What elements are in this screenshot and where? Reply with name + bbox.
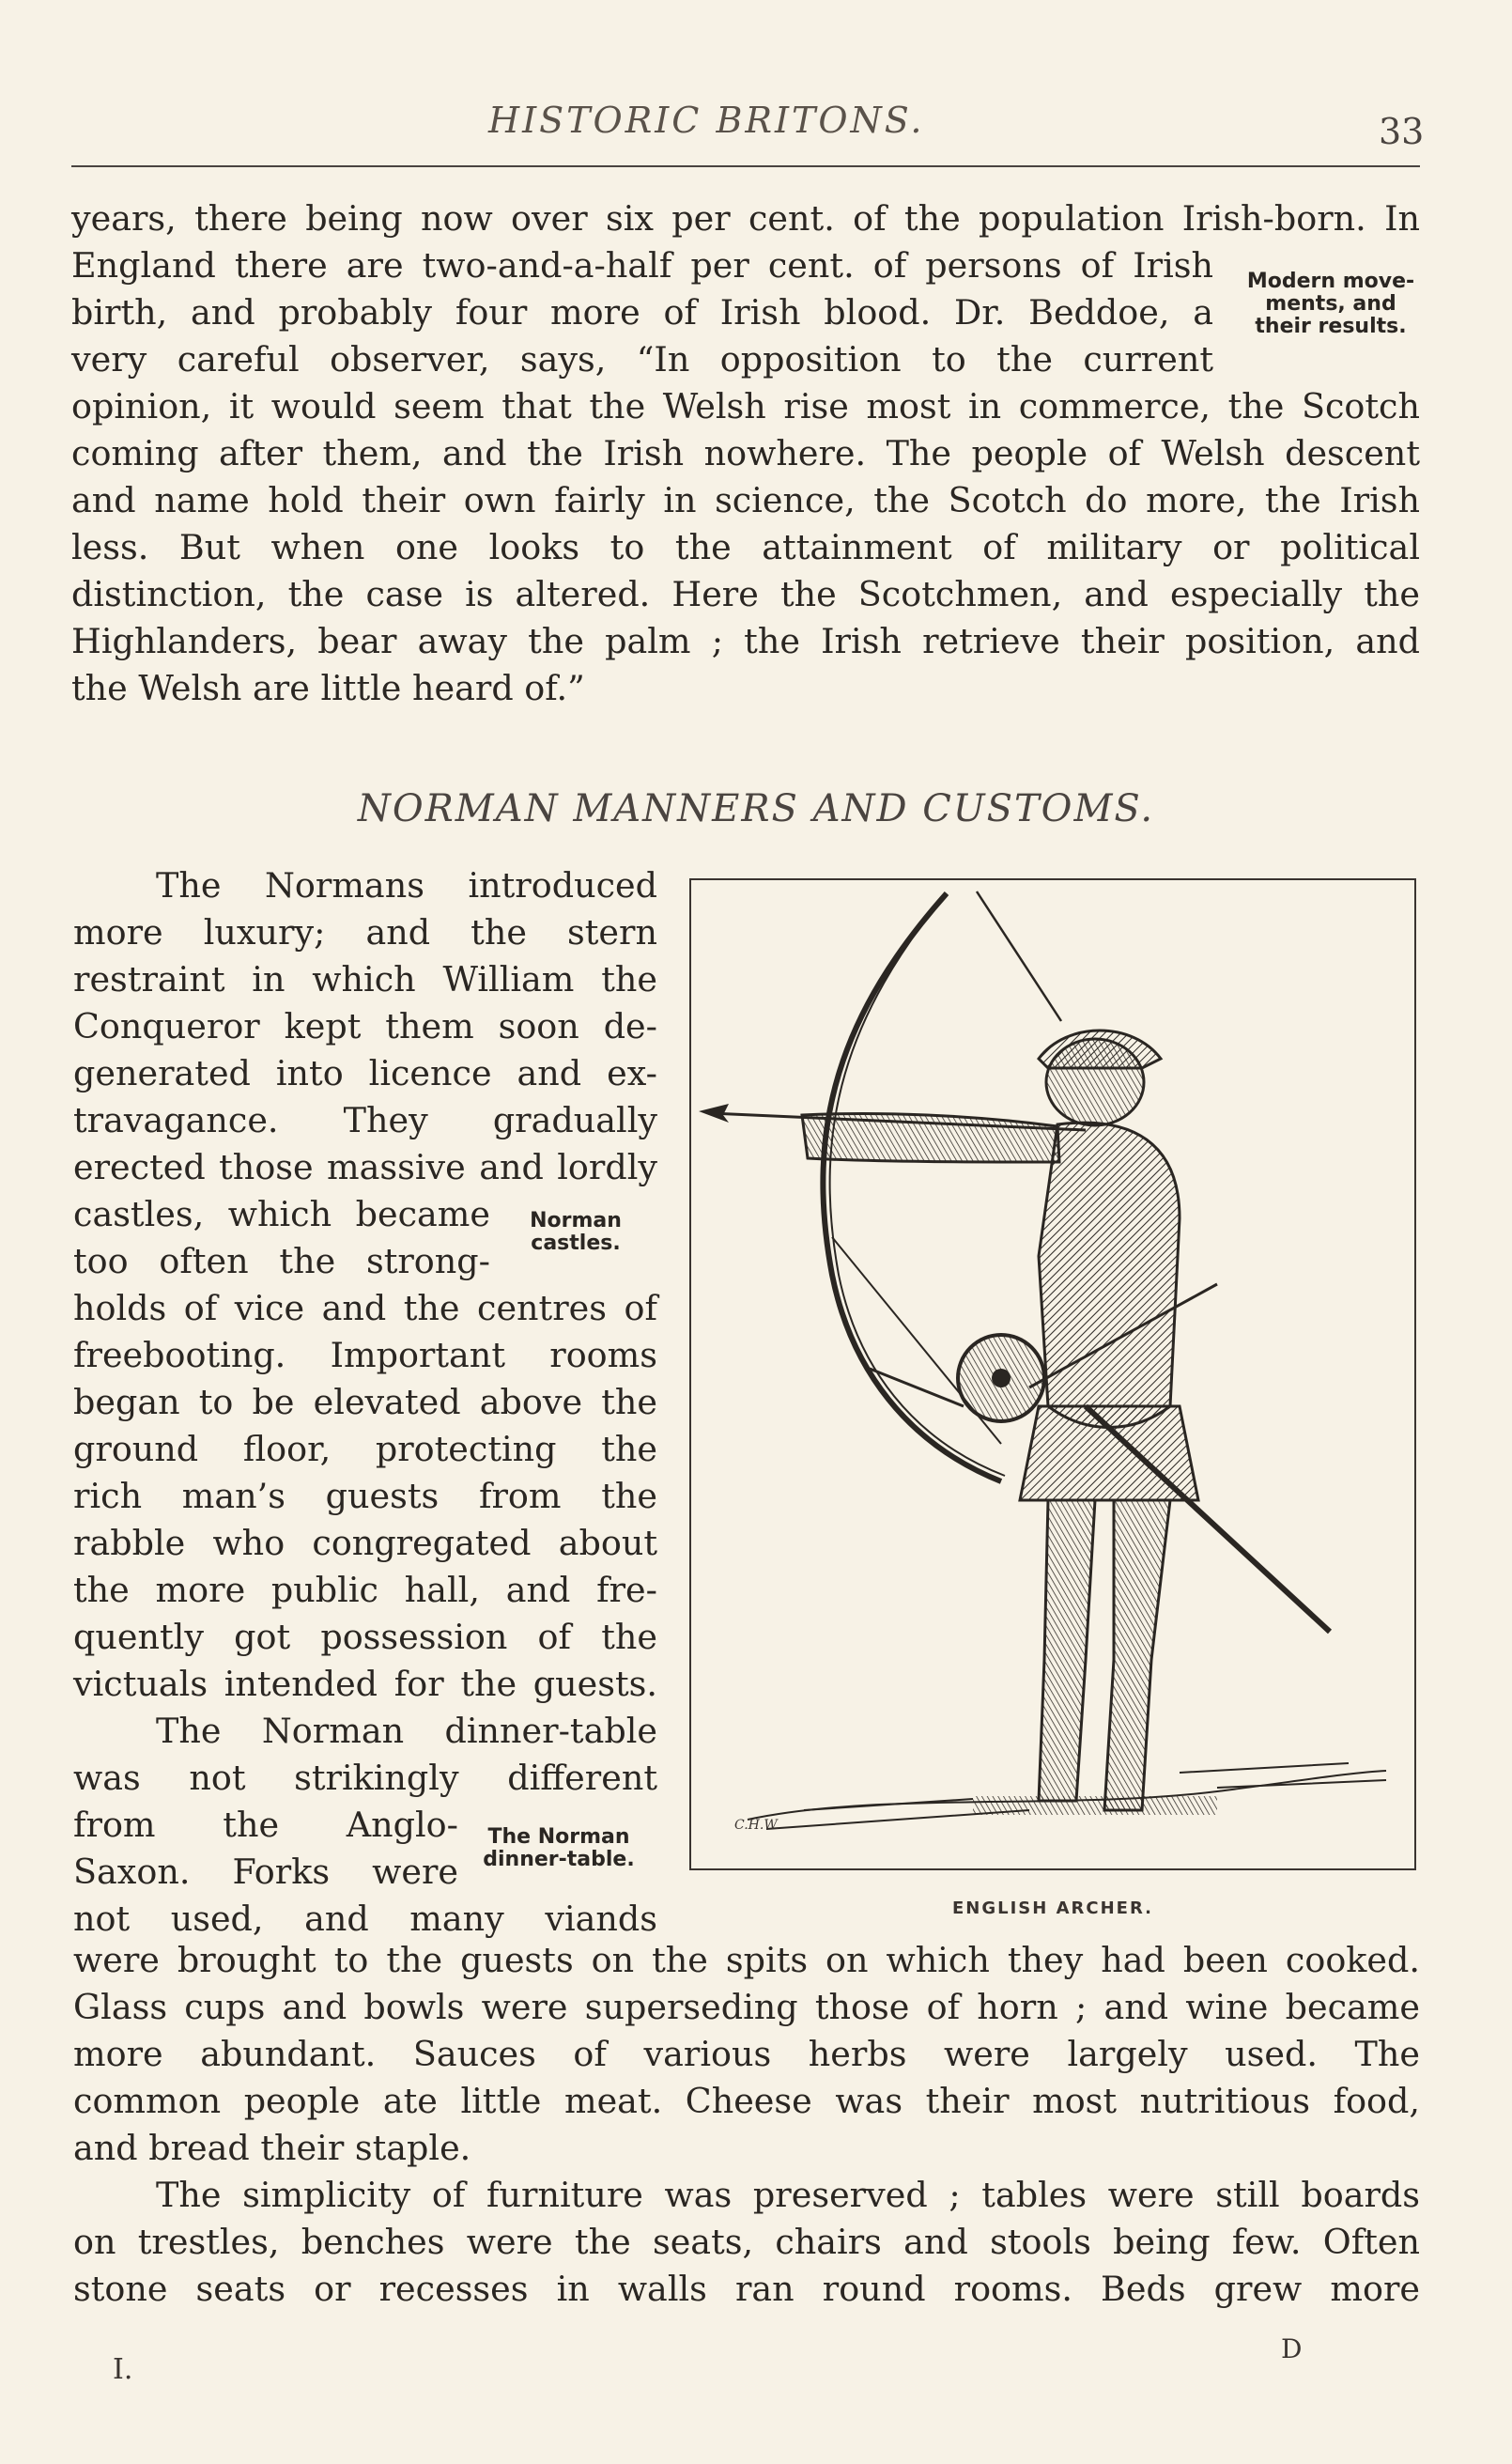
running-head: HISTORIC BRITONS. — [488, 100, 925, 141]
text-line: stone seats or recesses in walls ran round rooms. Beds grew more — [73, 2269, 1420, 2309]
top-paragraph — [71, 195, 1420, 712]
text-line: coming after them, and the Irish nowhere. The people of Welsh descent — [71, 433, 1420, 473]
margin-note-line: Modern move- — [1246, 270, 1415, 293]
text-line: holds of vice and the centres of — [73, 1288, 657, 1328]
margin-note-line: castles. — [531, 1232, 621, 1255]
figure-caption: ENGLISH ARCHER. — [952, 1898, 1153, 1918]
text-line: freebooting. Important rooms — [73, 1335, 657, 1375]
text-line: ground floor, protecting the — [73, 1429, 657, 1469]
page-number: 33 — [1379, 111, 1425, 152]
signature-right: D — [1281, 2333, 1303, 2364]
header-rule — [71, 165, 1420, 167]
text-line: The Normans introduced — [156, 865, 657, 906]
figure-frame — [689, 878, 1416, 1870]
text-line: Highlanders, bear away the palm ; the Irish retrieve their position, and — [71, 621, 1420, 661]
text-line: and bread their staple. — [73, 2128, 471, 2168]
text-line: castles, which became — [73, 1194, 490, 1234]
text-line: rabble who congregated about — [73, 1523, 657, 1563]
margin-note-dinner — [470, 1826, 648, 1871]
margin-note-line: Norman — [530, 1209, 622, 1232]
text-line: and name hold their own fairly in science, the Scotch do more, the Irish — [71, 480, 1420, 520]
margin-note-castles — [515, 1210, 637, 1255]
text-line: The Norman dinner-table — [156, 1711, 657, 1751]
text-line: not used, and many viands — [73, 1898, 657, 1939]
engraver-mark: C.H.W. — [734, 1818, 779, 1833]
text-line: rich man’s guests from the — [73, 1476, 657, 1516]
text-line: opinion, it would seem that the Welsh rise most in commerce, the Scotch — [71, 386, 1420, 426]
text-line: too often the strong- — [73, 1241, 490, 1281]
text-line: on trestles, benches were the seats, chairs and stools being few. Often — [73, 2222, 1420, 2262]
text-line: Saxon. Forks were — [73, 1852, 458, 1892]
margin-note-line: their results. — [1255, 315, 1407, 338]
text-line: Glass cups and bowls were superseding those of horn ; and wine became — [73, 1987, 1420, 2027]
text-line: quently got possession of the — [73, 1617, 657, 1657]
text-line: generated into licence and ex- — [73, 1053, 657, 1093]
text-line: less. But when one looks to the attainment of military or political — [71, 527, 1420, 567]
margin-note-line: ments, and — [1265, 292, 1396, 316]
text-line: more abundant. Sauces of various herbs were largely used. The — [73, 2034, 1420, 2074]
text-line: The simplicity of furniture was preserved ; tables were still boards — [156, 2175, 1420, 2215]
text-line: England there are two-and-a-half per cent. of persons of Irish — [71, 245, 1213, 286]
section-title: NORMAN MANNERS AND CUSTOMS. — [357, 787, 1155, 830]
text-line: the more public hall, and fre- — [73, 1570, 657, 1610]
text-line: was not strikingly different — [73, 1758, 657, 1798]
bottom-paragraph — [73, 1937, 1420, 2313]
text-line: years, there being now over six per cent. of the population Irish-born. In — [71, 198, 1420, 239]
signature-left: I. — [113, 2353, 133, 2386]
margin-note-line: dinner-table. — [483, 1848, 635, 1871]
column-paragraph — [73, 862, 657, 1943]
text-line: began to be elevated above the — [73, 1382, 657, 1422]
text-line: the Welsh are little heard of.” — [71, 668, 585, 708]
text-line: more luxury; and the stern — [73, 912, 657, 953]
text-line: were brought to the guests on the spits on which they had been cooked. — [73, 1940, 1420, 1980]
text-line: victuals intended for the guests. — [73, 1664, 657, 1704]
text-line: restraint in which William the — [73, 959, 657, 1000]
text-line: erected those massive and lordly — [73, 1147, 657, 1187]
text-line: from the Anglo- — [73, 1805, 458, 1845]
text-line: birth, and probably four more of Irish blood. Dr. Beddoe, a — [71, 292, 1213, 333]
english-archer-illustration — [691, 880, 1414, 1868]
text-line: very careful observer, says, “In opposition to the current — [71, 339, 1213, 380]
text-line: travagance. They gradually — [73, 1100, 657, 1140]
margin-note-line: The Norman — [487, 1825, 630, 1849]
margin-note-modern — [1234, 271, 1427, 338]
text-line: Conqueror kept them soon de- — [73, 1006, 657, 1046]
text-line: distinction, the case is altered. Here the Scotchmen, and especially the — [71, 574, 1420, 614]
text-line: common people ate little meat. Cheese was their most nutritious food, — [73, 2081, 1420, 2121]
